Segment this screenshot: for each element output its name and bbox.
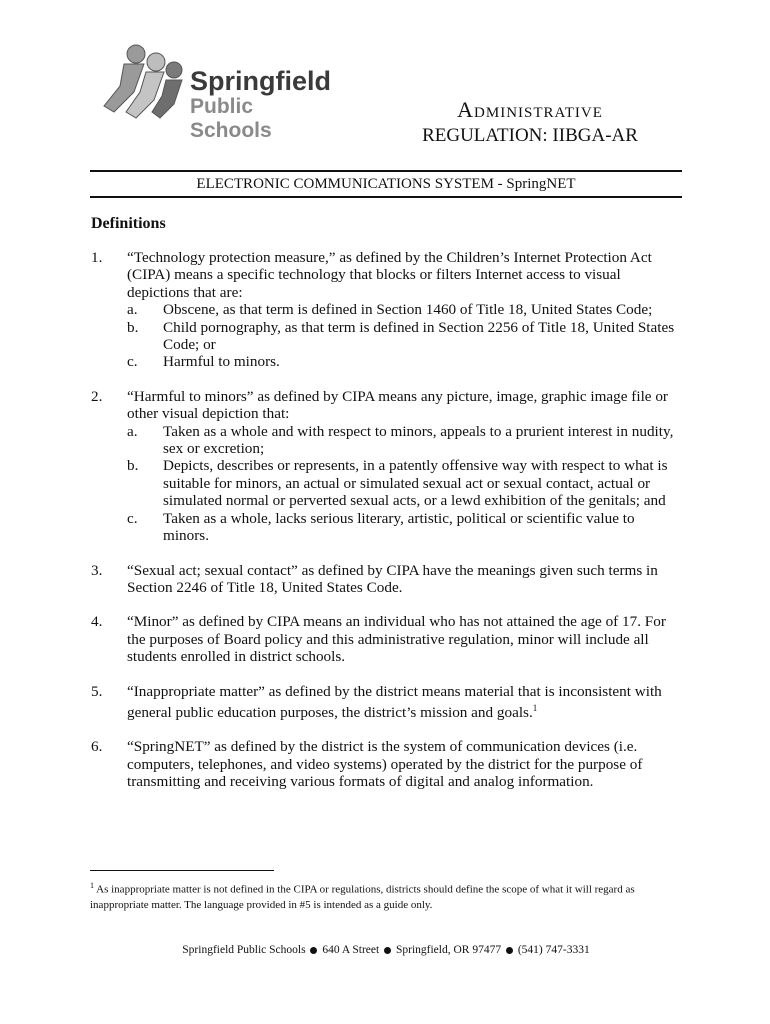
definition-subitem [127,301,681,318]
footnote-text: As inappropriate matter is not defined in the CIPA or regulations, districts should define the scope of what it will regard as inappropriate matter. The language provided in #5 is intended as a guide only. [90,883,635,911]
definition-item [91,738,681,790]
footer-street: 640 A Street [322,944,380,956]
definition-item [91,562,681,597]
logo-name-line2: Public Schools [190,95,272,142]
footnote [90,878,682,913]
footer-bullet [384,947,391,954]
children-figures-icon [96,42,196,122]
subitem-text: Obscene, as that term is defined in Section 1460 of Title 18, United States Code; [163,301,653,319]
definition-subitem [127,510,681,545]
footnote-reference: 1 [532,702,538,713]
subitem-text: Child pornography, as that term is defined in Section 2256 of Title 18, United States Code; or [163,318,675,354]
subitem-letter: c. [127,509,138,527]
footer-city: Springfield, OR 97477 [395,944,502,956]
item-text: “SpringNET” as defined by the district is the system of communication devices (i.e. computers, telephones, and video systems) operated by the district for the purpose of transmitting and receiving various formats of digital and analog information. [127,738,643,791]
definition-item [91,613,681,665]
subitem-letter: b. [127,457,139,475]
item-text: “Technology protection measure,” as defined by the Children’s Internet Protection Act (CIPA) means a specific technology that blocks or filters Internet access to visual depictions that are: [127,249,652,301]
regulation-title-line1: Administrative [457,97,603,122]
section-heading: Definitions [91,215,166,232]
item-number: 6. [91,738,103,756]
item-number: 2. [91,387,103,405]
regulation-title [400,96,660,148]
subitem-text: Depicts, describes or represents, in a patently offensive way with respect to what is suitable for minors, an actual or simulated sexual act or sexual contact, actual or simulated normal or perverted sexual acts, or a lewd exhibition of the genitals; and [163,457,668,510]
title-rule-top [90,170,682,172]
item-number: 1. [91,249,103,266]
subitem-text: Taken as a whole, lacks serious literary, artistic, political or scientific value to minors. [163,509,635,545]
footer-phone: (541) 747-3331 [517,944,590,956]
definition-item [91,388,681,545]
subitem-letter: b. [127,318,139,336]
footnote-mark: 1 [90,881,94,890]
footer-bullet [310,947,317,954]
system-title: ELECTRONIC COMMUNICATIONS SYSTEM - SpringNET [196,176,576,192]
definition-subitem [127,457,681,509]
definition-item [91,683,681,722]
subitem-text: Harmful to minors. [163,353,280,371]
page-footer [90,944,682,956]
subitem-letter: a. [127,422,138,440]
item-text: “Minor” as defined by CIPA means an individual who has not attained the age of 17. For the purposes of Board policy and this administrative regulation, minor will include all students enrolled in district schools. [127,613,666,666]
footer-org: Springfield Public Schools [182,944,306,956]
definition-item [91,249,681,371]
item-number: 5. [91,682,103,700]
footnote-divider [90,870,274,871]
definitions-list [91,249,681,791]
subitem-letter: c. [127,353,138,371]
definition-subitem [127,353,681,370]
title-rule-bottom [90,196,682,198]
subitem-text: Taken as a whole and with respect to minors, appeals to a prurient interest in nudity, sex or excretion; [163,422,674,458]
footer-bullet [506,947,513,954]
district-logo [96,42,336,142]
subitem-letter: a. [127,301,138,319]
regulation-code: REGULATION: IIBGA-AR [422,125,638,146]
item-number: 3. [91,561,103,579]
item-text: “Sexual act; sexual contact” as defined by CIPA have the meanings given such terms in Section 2246 of Title 18, United States Code. [127,561,658,596]
logo-name-line1: Springfield [190,66,331,96]
item-text: “Inappropriate matter” as defined by the district means material that is inconsistent with general public education purposes, the district’s mission and goals. [127,682,662,721]
definition-subitem [127,423,681,458]
item-number: 4. [91,613,103,631]
definition-subitem [127,319,681,354]
item-text: “Harmful to minors” as defined by CIPA means any picture, image, graphic image file or other visual depiction that: [127,387,668,423]
